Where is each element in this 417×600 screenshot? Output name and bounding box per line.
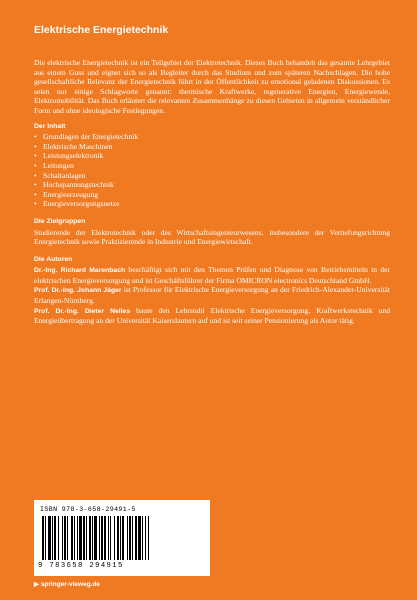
author-name: Prof. Dr.-Ing. Johann Jäger [34, 287, 122, 295]
list-item: • Hochspannungstechnik [34, 180, 390, 190]
cover-text [34, 58, 390, 326]
barcode-label [34, 500, 210, 576]
author-entry [34, 285, 390, 305]
list-item: • Leistungselektronik [34, 151, 390, 161]
intro-paragraph: Die elektrische Energietechnik ist ein Teilgebiet der Elektrotechnik. Dieses Buch behandelt das gesamte Lehrgebiet aus einem Guss und eignet sich so als Begleiter durch das Studium und zum späteren Nachschlagen. Die hohe gesellschaftliche Relevanz der Energietechnik führt in der Öffentlichkeit zu emotional geladenen Diskussionen. Es seien nur einige Schlagworte genannt: thermische Kraftwerke, regenerative Energien, Energiewende, Elektromobilität. Das Buch erläutert die relevanten Zusammenhänge zu diesen Gebieten in allgemein verständlicher Form und ohne ideologische Festlegungen. [34, 58, 390, 115]
publisher-website [34, 580, 100, 588]
author-bio: beschäftigt sich mit den Themen Prüfen und Diagnose von Betriebsmitteln in der elektrischen Energieversorgung und ist Geschäftsführer der Firma OMICRON electronics Deutschland GmbH. [34, 265, 390, 285]
book-title: Elektrische Energietechnik [34, 24, 169, 36]
autoren-heading: Die Autoren [34, 255, 73, 263]
author-bio: ist Professor für Elektrische Energieversorgung an der Friedrich-Alexander-Universität Erlangen-Nürnberg. [34, 285, 390, 306]
zielgruppen-text: Studierende der Elektrotechnik oder des Wirtschaftsingenieurwesens, insbesondere der Vertiefungsrichtung Energietechnik sowie Praktizierende in Industrie und Energiewirtschaft. [34, 227, 390, 247]
isbn-number: ISBN 978-3-658-29491-5 [40, 506, 136, 513]
zielgruppen-heading: Die Zielgruppen [34, 217, 86, 225]
inhalt-list [34, 132, 390, 209]
arrow-icon: ▶ [34, 581, 41, 588]
author-name: Prof. Dr.-Ing. Dieter Nelles [34, 307, 131, 315]
author-entry [34, 265, 390, 285]
list-item: • Schaltanlagen [34, 171, 390, 181]
list-item: • Leitungen [34, 161, 390, 171]
barcode-icon [42, 516, 202, 560]
list-item: • Grundlagen der Energietechnik [34, 132, 390, 142]
list-item: • Elektrische Maschinen [34, 142, 390, 152]
author-name: Dr.-Ing. Richard Marenbach [34, 267, 126, 275]
website-text: springer-vieweg.de [40, 581, 101, 588]
barcode-digits: 9 783658 294915 [38, 562, 124, 570]
author-bio: baute den Lehrstuhl Elektrische Energieversorgung, Kraftwerkstechnik und Energieübertragung an der Universität Kaiserslautern auf und ist seit seiner Pensionierung als Autor tätig. [34, 305, 390, 326]
list-item: • Energieversorgungsnetze [34, 199, 390, 209]
author-entry [34, 306, 390, 326]
list-item: • Energieerzeugung [34, 190, 390, 200]
inhalt-heading: Der Inhalt [34, 122, 66, 130]
